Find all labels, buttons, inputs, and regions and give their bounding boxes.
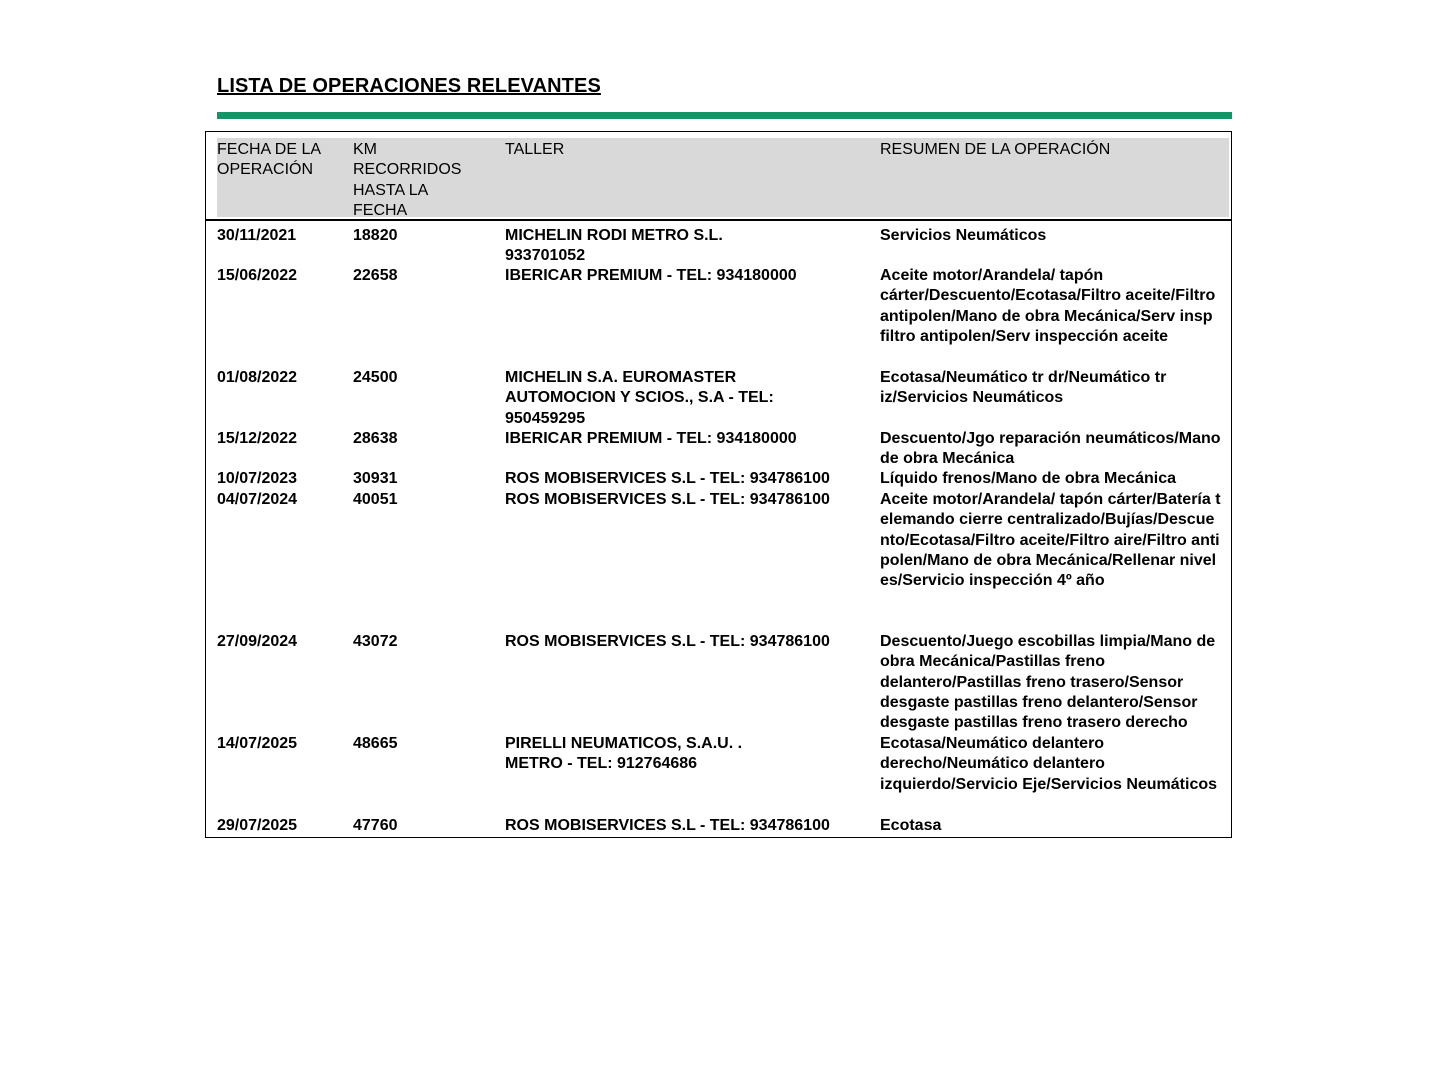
row-km: 28638 [353,430,398,447]
operations-table [205,131,1232,838]
row-fecha: 01/08/2022 [217,369,298,386]
row-resumen: Líquido frenos/Mano de obra Mecánica [880,470,1177,487]
row-km: 48665 [353,735,398,752]
row-resumen: Servicios Neumáticos [880,227,1047,244]
row-km: 22658 [353,267,398,284]
row-taller: MICHELIN S.A. EUROMASTER AUTOMOCION Y SCIOS., S.A - TEL: 950459295 [505,369,774,427]
header-taller: TALLER [505,141,565,158]
row-taller: ROS MOBISERVICES S.L - TEL: 934786100 [505,633,830,650]
row-taller: IBERICAR PREMIUM - TEL: 934180000 [505,267,797,284]
row-fecha: 04/07/2024 [217,491,298,508]
row-fecha: 30/11/2021 [217,227,297,244]
row-fecha: 27/09/2024 [217,633,298,650]
page-title: LISTA DE OPERACIONES RELEVANTES [217,75,601,97]
row-resumen: Descuento/Juego escobillas limpia/Mano de obra Mecánica/Pastillas freno delantero/Pastillas freno trasero/Sensor desgaste pastillas freno delantero/Sensor desgaste pastillas freno trasero derecho [880,633,1216,732]
row-resumen: Ecotasa/Neumático delantero derecho/Neumático delantero izquierdo/Servicio Eje/Servicios Neumáticos [880,735,1218,793]
row-taller: MICHELIN RODI METRO S.L. 933701052 [505,227,723,265]
row-taller: ROS MOBISERVICES S.L - TEL: 934786100 [505,470,830,487]
row-km: 30931 [353,470,398,487]
row-fecha: 29/07/2025 [217,817,298,834]
row-taller: IBERICAR PREMIUM - TEL: 934180000 [505,430,797,447]
row-resumen: Ecotasa/Neumático tr dr/Neumático tr iz/Servicios Neumáticos [880,369,1167,407]
row-fecha: 14/07/2025 [217,735,298,752]
row-km: 43072 [353,633,398,650]
row-fecha: 15/12/2022 [217,430,298,447]
row-km: 24500 [353,369,398,386]
row-resumen: Aceite motor/Arandela/ tapón cárter/Batería telemando cierre centralizado/Bujías/Descuento/Ecotasa/Filtro aceite/Filtro aire/Filtro antipolen/Mano de obra Mecánica/Rellenar niveles/Servicio inspección 4º año [880,491,1221,590]
header-fecha: FECHA DE LA OPERACIÓN [217,141,322,179]
row-km: 47760 [353,817,398,834]
row-km: 18820 [353,227,398,244]
row-resumen: Ecotasa [880,817,942,834]
header-km: KM RECORRIDOS HASTA LA FECHA [353,141,462,219]
row-resumen: Aceite motor/Arandela/ tapón cárter/Descuento/Ecotasa/Filtro aceite/Filtro antipolen/Mano de obra Mecánica/Serv insp filtro antipolen/Serv inspección aceite [880,267,1216,345]
header-resumen: RESUMEN DE LA OPERACIÓN [880,141,1111,158]
title-divider [217,112,1232,119]
row-taller: PIRELLI NEUMATICOS, S.A.U. . METRO - TEL: 912764686 [505,735,743,773]
row-resumen: Descuento/Jgo reparación neumáticos/Mano de obra Mecánica [880,430,1221,468]
row-fecha: 15/06/2022 [217,267,298,284]
row-taller: ROS MOBISERVICES S.L - TEL: 934786100 [505,491,830,508]
table-header [206,132,1231,221]
row-km: 40051 [353,491,398,508]
row-fecha: 10/07/2023 [217,470,298,487]
row-taller: ROS MOBISERVICES S.L - TEL: 934786100 [505,817,830,834]
